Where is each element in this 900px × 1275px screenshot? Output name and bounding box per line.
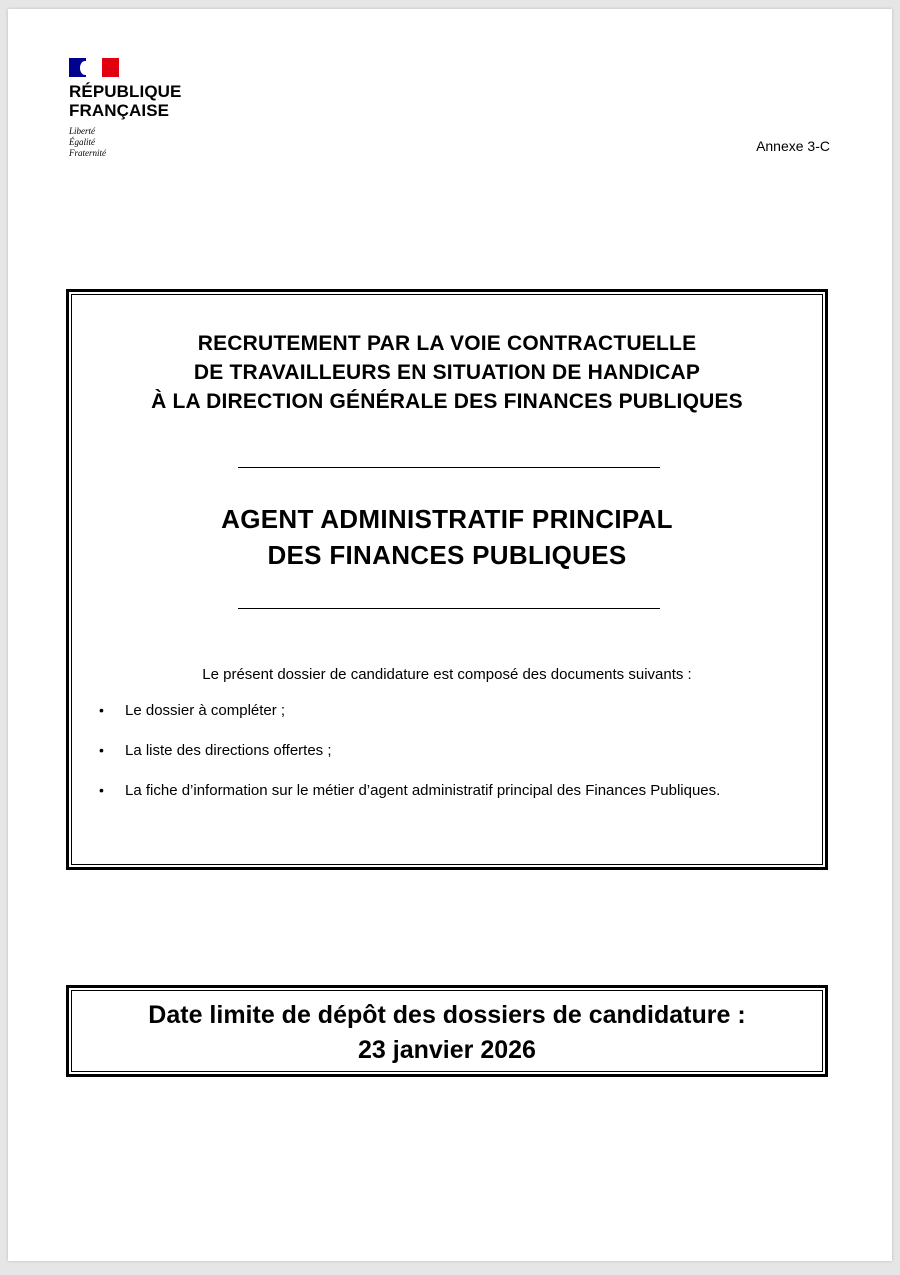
logo-line-2: FRANÇAISE [69, 101, 170, 120]
list-item [99, 741, 789, 760]
recruitment-title-line-2: DE TRAVAILLEURS EN SITUATION DE HANDICAP [193, 361, 701, 384]
motto [69, 126, 219, 159]
list-item-text: Le dossier à compléter ; [125, 702, 286, 719]
deadline-label: Date limite de dépôt des dossiers de candidature : [148, 1001, 746, 1029]
documents-intro: Le présent dossier de candidature est composé des documents suivants : [202, 666, 692, 683]
annexe-label: Annexe 3-C [756, 138, 830, 154]
list-item-text: La liste des directions offertes ; [125, 742, 332, 759]
recruitment-title-line-3: À LA DIRECTION GÉNÉRALE DES FINANCES PUBLIQUES [151, 390, 743, 413]
divider-top [238, 467, 660, 468]
deadline-date: 23 janvier 2026 [358, 1036, 536, 1064]
recruitment-title-line-1: RECRUTEMENT PAR LA VOIE CONTRACTUELLE [197, 332, 697, 355]
documents-list [99, 701, 789, 821]
main-frame [66, 289, 828, 870]
main-frame-inner [71, 294, 823, 865]
list-item [99, 781, 789, 800]
republique-francaise-logo [69, 58, 219, 159]
motto-fraternite: Fraternité [69, 148, 106, 158]
job-title-line-1: AGENT ADMINISTRATIF PRINCIPAL [221, 504, 673, 534]
job-title [72, 501, 822, 573]
logo-line-1: RÉPUBLIQUE [69, 82, 182, 101]
deadline-box-inner [71, 990, 823, 1072]
document-page [8, 9, 892, 1261]
bullet-icon: • [99, 742, 104, 758]
deadline-box [66, 985, 828, 1077]
divider-bottom [238, 608, 660, 609]
list-item [99, 701, 789, 720]
bullet-icon: • [99, 702, 104, 718]
marianne-flag-icon [69, 58, 119, 77]
motto-liberte: Liberté [69, 126, 95, 136]
bullet-icon: • [99, 782, 104, 798]
list-item-text: La fiche d’information sur le métier d’agent administratif principal des Finances Publiques. [125, 782, 721, 799]
motto-egalite: Égalité [69, 137, 95, 147]
job-title-line-2: DES FINANCES PUBLIQUES [267, 540, 627, 570]
recruitment-title [72, 329, 822, 416]
